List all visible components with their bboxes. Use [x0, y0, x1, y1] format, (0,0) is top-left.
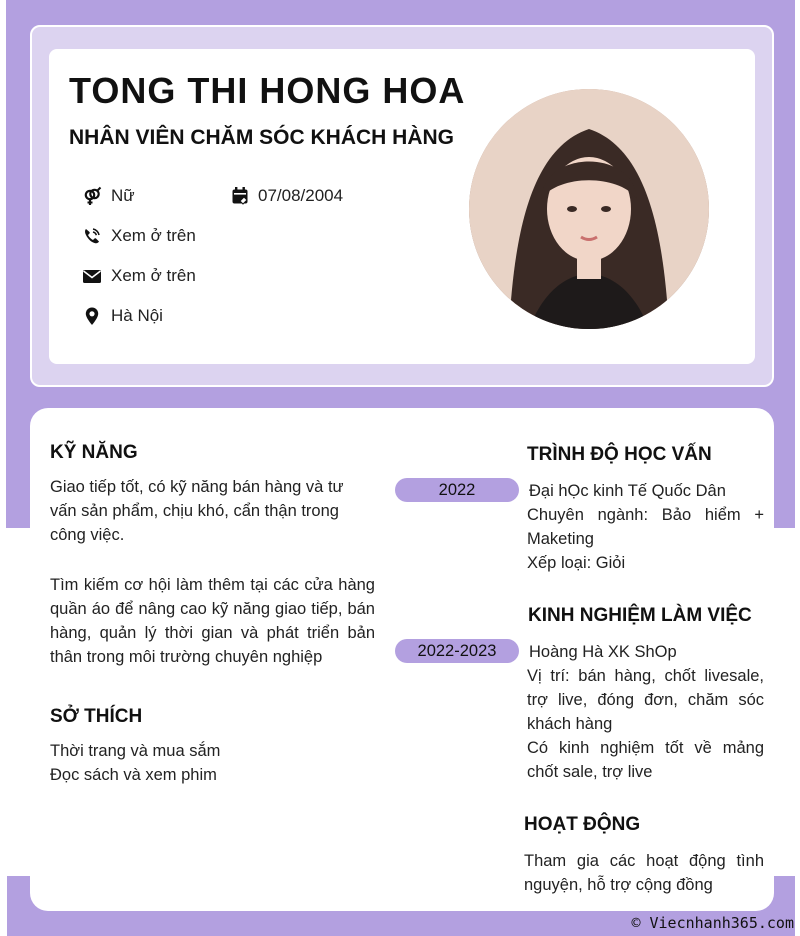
footer-credit: © Viecnhanh365.com [631, 914, 794, 932]
experience-year: 2022-2023 [395, 639, 519, 663]
gender-icon [82, 186, 102, 206]
gender-value: Nữ [111, 186, 135, 205]
education-title: TRÌNH ĐỘ HỌC VẤN [527, 444, 712, 465]
experience-role: Vị trí: bán hàng, chốt livesale, trợ live, đóng đơn, chăm sóc khách hàng [527, 667, 764, 733]
dob-row [231, 186, 343, 206]
skills-line: Giao tiếp tốt, có kỹ năng bán hàng và tư [50, 478, 344, 496]
skills-title: KỸ NĂNG [50, 442, 138, 463]
phone-row [82, 226, 196, 246]
education-grade: Xếp loại: Giỏi [527, 554, 626, 572]
experience-company: Hoàng Hà XK ShOp [529, 643, 677, 661]
candidate-name: TONG THI HONG HOA [69, 70, 466, 111]
mail-icon [82, 266, 102, 286]
education-major: Chuyên ngành: Bảo hiểm + Maketing [527, 506, 764, 548]
hobby-item: Đọc sách và xem phim [50, 766, 217, 784]
activities-text: Tham gia các hoạt động tình nguyện, hỗ trợ cộng đồng [524, 852, 764, 894]
experience-title: KINH NGHIỆM LÀM VIỆC [528, 605, 752, 626]
education-school: Đại hỌc kinh Tế Quốc Dân [529, 482, 726, 500]
hobbies-title: SỞ THÍCH [50, 706, 143, 727]
experience-note: Có kinh nghiệm tốt về mảng chốt sale, trợ live [527, 739, 764, 781]
education-year: 2022 [395, 478, 519, 502]
skills-line: vấn sản phẩm, chịu khó, cẩn thận trong [50, 502, 339, 520]
address-row [82, 306, 163, 326]
activities-title: HOẠT ĐỘNG [524, 814, 641, 835]
skills-text [50, 475, 375, 547]
skills-line: công việc. [50, 526, 125, 544]
career-objective: Tìm kiếm cơ hội làm thêm tại các cửa hàng quần áo để nâng cao kỹ năng giao tiếp, bán hàng, quản lý thời gian và phát triển bản thân trong môi trường chuyên nghiệp [50, 576, 375, 666]
phone-value: Xem ở trên [111, 226, 196, 245]
gender-row [82, 186, 135, 206]
hobby-item: Thời trang và mua sắm [50, 742, 221, 760]
avatar [469, 89, 709, 329]
location-pin-icon [82, 306, 102, 326]
email-row [82, 266, 196, 286]
email-value: Xem ở trên [111, 266, 196, 285]
address-value: Hà Nội [111, 306, 163, 325]
dob-value: 07/08/2004 [258, 186, 344, 205]
phone-icon [82, 226, 102, 246]
calendar-icon [231, 186, 251, 206]
hobbies-list [50, 739, 375, 787]
position-title: NHÂN VIÊN CHĂM SÓC KHÁCH HÀNG [69, 126, 455, 149]
